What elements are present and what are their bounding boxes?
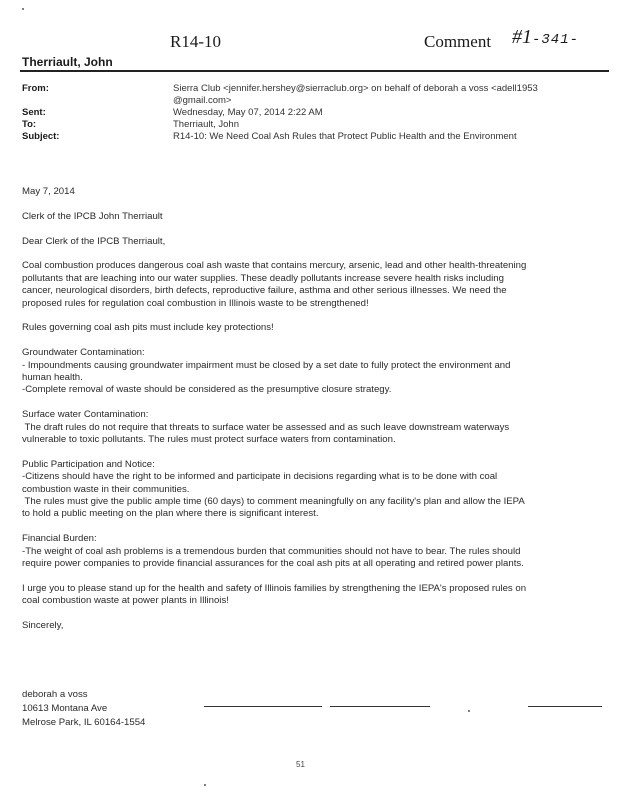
- signature-line-left: [204, 706, 322, 707]
- letter-date: May 7, 2014: [22, 186, 75, 197]
- subject-row: [22, 131, 573, 143]
- scan-speck: [22, 8, 24, 10]
- header-divider: [20, 70, 609, 72]
- paragraph-line: vulnerable to toxic pollutants. The rules must protect surface waters from contamination.: [22, 434, 396, 446]
- email-metadata: [22, 83, 573, 143]
- paragraph-line: proposed rules for regulation coal combustion in Illinois waste to be strengthened!: [22, 297, 369, 309]
- sent-value: Wednesday, May 07, 2014 2:22 AM: [173, 107, 323, 118]
- paragraph-line: coal combustion waste at power plants in Illinois!: [22, 595, 229, 607]
- paragraph-line: The rules must give the public ample time (60 days) to comment meaningfully on any facility's plan and allow the IEPA: [22, 496, 525, 508]
- comment-number-hash: #: [512, 26, 522, 48]
- public-participation-section: [22, 459, 597, 521]
- signature-line-middle: [330, 706, 430, 707]
- signature-line-right: [528, 706, 602, 707]
- paragraph-line: I urge you to please stand up for the health and safety of Illinois families by strengthening the IEPA's proposed rules on: [22, 582, 527, 594]
- groundwater-section: [22, 347, 597, 397]
- paragraph-line: -The weight of coal ash problems is a tremendous burden that communities should not have to bear. The rules should: [22, 545, 521, 557]
- signer-city: Melrose Park, IL 60164-1554: [22, 717, 146, 728]
- valediction: Sincerely,: [22, 620, 64, 632]
- section-heading: Public Participation and Notice:: [22, 458, 155, 470]
- from-value: [173, 83, 573, 107]
- from-label: From:: [22, 83, 49, 94]
- comment-number-digit: 1: [522, 26, 532, 48]
- paragraph-line: human health.: [22, 372, 83, 384]
- subject-value: R14-10: We Need Coal Ash Rules that Protect Public Health and the Environment: [173, 131, 517, 142]
- scan-speck: [204, 784, 206, 786]
- paragraph-line: -Complete removal of waste should be considered as the presumptive closure strategy.: [22, 384, 392, 396]
- paragraph-line: combustion waste in their communities.: [22, 483, 190, 495]
- sent-row: [22, 107, 573, 119]
- signature-block: [22, 688, 145, 730]
- scan-speck: [468, 710, 470, 712]
- subject-label: Subject:: [22, 131, 60, 142]
- paragraph-line: to hold a public meeting on the plan where there is significant interest.: [22, 508, 319, 520]
- comment-label: Comment: [424, 32, 492, 51]
- letter-body: [22, 186, 597, 645]
- comment-number-rest: -341-: [532, 32, 580, 48]
- from-value-line1: Sierra Club <jennifer.hershey@sierraclub.org> on behalf of deborah a voss <adell1953: [173, 83, 538, 94]
- signer-street: 10613 Montana Ave: [22, 703, 108, 714]
- to-value: Therriault, John: [173, 119, 240, 130]
- section-heading: Groundwater Contamination:: [22, 347, 145, 359]
- paragraph-line: pollutants that are leaching into our water supplies. These deadly pollutants increase severe health risks including: [22, 272, 504, 284]
- from-row: [22, 83, 573, 107]
- paragraph-line: -Citizens should have the right to be informed and participate in decisions regarding what is to be done with coal: [22, 471, 498, 483]
- intro-paragraph: [22, 260, 597, 310]
- recipient-name: Therriault, John: [22, 55, 113, 69]
- from-value-line2: @gmail.com>: [173, 95, 232, 106]
- closing-request: [22, 583, 597, 608]
- paragraph-line: The draft rules do not require that threats to surface water be assessed and as such leave downstream waterways: [22, 421, 510, 433]
- letter-salutation: Dear Clerk of the IPCB Therriault,: [22, 235, 166, 247]
- financial-burden-section: [22, 533, 597, 570]
- section-heading: Surface water Contamination:: [22, 409, 149, 421]
- section-heading: Financial Burden:: [22, 533, 97, 545]
- to-row: [22, 119, 573, 131]
- docket-code: R14-10: [170, 32, 221, 51]
- paragraph-line: - Impoundments causing groundwater impairment must be closed by a set date to fully protect the environment and: [22, 359, 511, 371]
- paragraph-line: Coal combustion produces dangerous coal ash waste that contains mercury, arsenic, lead and other health-threatening: [22, 260, 527, 272]
- rules-intro: Rules governing coal ash pits must include key protections!: [22, 322, 274, 334]
- paragraph-line: require power companies to provide financial assurances for the coal ash pits at all operating and retired power plants.: [22, 558, 524, 570]
- comment-number: [512, 26, 579, 49]
- surface-water-section: [22, 409, 597, 446]
- paragraph-line: cancer, neurological disorders, birth defects, reproductive failure, asthma and other serious illnesses. We need the: [22, 285, 507, 297]
- page-number: 51: [296, 760, 305, 769]
- signer-name: deborah a voss: [22, 689, 88, 700]
- sent-label: Sent:: [22, 107, 46, 118]
- to-label: To:: [22, 119, 37, 130]
- letter-addressee: Clerk of the IPCB John Therriault: [22, 210, 163, 222]
